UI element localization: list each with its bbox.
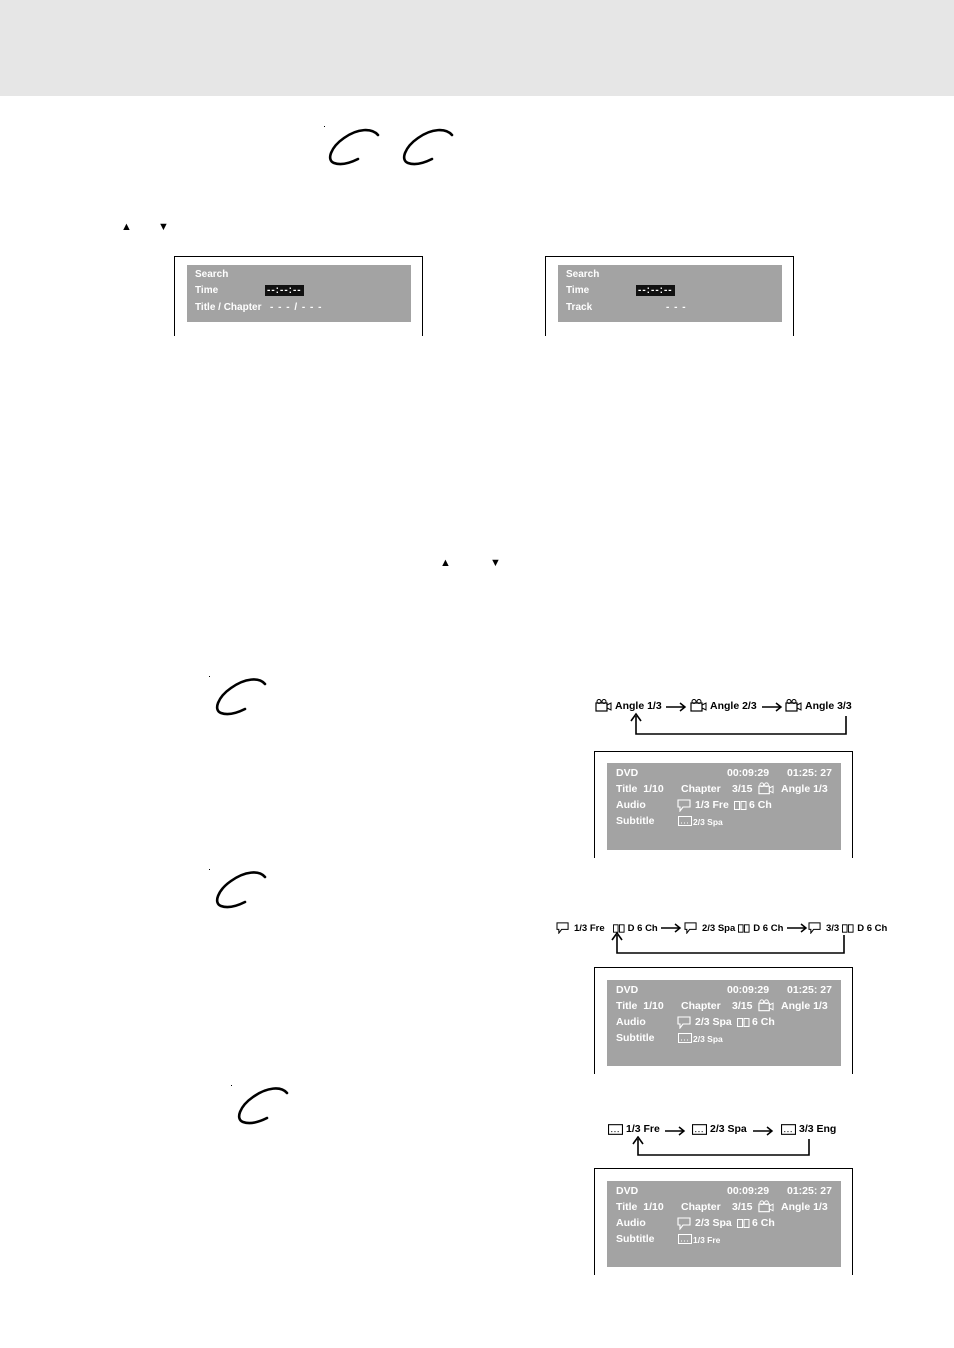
chapter-label: Chapter [681, 1201, 721, 1213]
track-input[interactable]: - - - [666, 302, 687, 313]
chapter-label: Chapter [681, 783, 721, 795]
time-input[interactable]: --:--:-- [638, 285, 673, 296]
cycle-arrow-icon [762, 702, 784, 712]
play-arrow-down-icon: ▼ [158, 221, 169, 233]
subtitle-icon [692, 1124, 707, 1135]
angle-cycle-item-3: Angle 3/3 [785, 699, 852, 712]
info-display-1 [594, 751, 853, 858]
audio-label: Audio [616, 1016, 646, 1028]
cycle-arrow-icon [661, 923, 683, 933]
title-chapter-label: Title / Chapter [195, 302, 262, 313]
time-label: Time [195, 285, 219, 296]
search-panel-dvd [174, 256, 423, 336]
subtitle-label: Subtitle [616, 815, 655, 827]
chapter-value: 3/15 [732, 783, 753, 795]
angle-camera-icon [758, 782, 774, 795]
title-row: Title 1/10 [616, 783, 664, 795]
search-title: Search [195, 269, 229, 280]
audio-cycle-item-2: 2/3 Spa D 6 Ch [684, 922, 783, 934]
subtitle-cycle-item-2: 2/3 Spa [692, 1123, 747, 1135]
audio-format: 6 Ch [752, 1217, 775, 1229]
remote-button-c-icon [322, 126, 382, 168]
total-time: 01:25: 27 [787, 984, 832, 996]
remote-button-c-icon [208, 869, 270, 911]
dolby-digital-icon [737, 1219, 750, 1228]
play-arrow-up-icon: ▲ [440, 557, 451, 569]
audio-cycle-item-3: 3/3 D 6 Ch [808, 922, 887, 934]
subtitle-icon [608, 1124, 623, 1135]
play-arrow-up-icon: ▲ [121, 221, 132, 233]
total-time: 01:25: 27 [787, 1185, 832, 1197]
subtitle-icon [678, 1234, 692, 1244]
angle-camera-icon [758, 1200, 774, 1213]
remote-button-c-icon [396, 126, 456, 168]
cycle-arrow-icon [787, 923, 809, 933]
elapsed-time: 00:09:29 [727, 984, 770, 996]
subtitle-icon [781, 1124, 796, 1135]
angle-value: Angle 1/3 [781, 1201, 828, 1213]
audio-speech-icon [808, 922, 822, 934]
audio-speech-icon [677, 1016, 692, 1029]
subtitle-cycle-item-1: 1/3 Fre [608, 1123, 660, 1135]
print-speck [324, 126, 325, 127]
subtitle-label: Subtitle [616, 1233, 655, 1245]
disc-type: DVD [616, 767, 639, 779]
audio-speech-icon [556, 922, 570, 934]
dolby-digital-icon [738, 924, 750, 933]
title-chapter-input[interactable]: - - - / - - - [270, 302, 323, 313]
remote-button-c-icon [230, 1085, 292, 1127]
search-panel-cd [545, 256, 794, 336]
info-display-2 [594, 967, 853, 1074]
subtitle-icon [678, 1033, 692, 1043]
dolby-digital-icon [842, 924, 854, 933]
subtitle-value: 2/3 Spa [693, 817, 723, 827]
cycle-arrow-icon [753, 1126, 775, 1136]
track-label: Track [566, 302, 593, 313]
title-row: Title 1/10 [616, 1201, 664, 1213]
print-speck [209, 869, 210, 870]
title-row: Title 1/10 [616, 1000, 664, 1012]
angle-value: Angle 1/3 [781, 783, 828, 795]
audio-speech-icon [677, 799, 692, 812]
elapsed-time: 00:09:29 [727, 1185, 770, 1197]
chapter-label: Chapter [681, 1000, 721, 1012]
print-speck [209, 676, 210, 677]
page-header-band [0, 0, 954, 96]
audio-format: 6 Ch [749, 799, 772, 811]
search-title: Search [566, 269, 600, 280]
audio-cycle-item-1: 1/3 Fre D 6 Ch [556, 922, 658, 934]
total-time: 01:25: 27 [787, 767, 832, 779]
subtitle-label: Subtitle [616, 1032, 655, 1044]
audio-value: 1/3 Fre [695, 799, 729, 811]
disc-type: DVD [616, 984, 639, 996]
time-input[interactable]: --:--:-- [267, 285, 302, 296]
angle-cycle-item-1: Angle 1/3 [595, 699, 662, 712]
audio-speech-icon [684, 922, 698, 934]
audio-value: 2/3 Spa [695, 1217, 732, 1229]
cycle-arrow-icon [666, 702, 688, 712]
dolby-digital-icon [737, 1018, 750, 1027]
time-label: Time [566, 285, 590, 296]
subtitle-icon [678, 816, 692, 826]
angle-camera-icon [690, 699, 707, 712]
audio-speech-icon [677, 1217, 692, 1230]
angle-value: Angle 1/3 [781, 1000, 828, 1012]
angle-cycle-item-2: Angle 2/3 [690, 699, 757, 712]
subtitle-cycle-item-3: 3/3 Eng [781, 1123, 836, 1135]
disc-type: DVD [616, 1185, 639, 1197]
angle-camera-icon [785, 699, 802, 712]
audio-label: Audio [616, 799, 646, 811]
angle-cycle-return-arrow [625, 712, 855, 738]
chapter-value: 3/15 [732, 1000, 753, 1012]
dolby-digital-icon [734, 801, 747, 810]
chapter-value: 3/15 [732, 1201, 753, 1213]
dolby-digital-icon [613, 924, 625, 933]
subtitle-cycle-return-arrow [627, 1136, 817, 1158]
info-display-3 [594, 1168, 853, 1275]
subtitle-value: 2/3 Spa [693, 1034, 723, 1044]
print-speck [231, 1085, 232, 1086]
elapsed-time: 00:09:29 [727, 767, 770, 779]
play-arrow-down-icon: ▼ [490, 557, 501, 569]
remote-button-c-icon [208, 676, 270, 718]
angle-camera-icon [758, 999, 774, 1012]
cycle-arrow-icon [665, 1126, 687, 1136]
audio-cycle-return-arrow [606, 932, 850, 956]
audio-format: 6 Ch [752, 1016, 775, 1028]
audio-label: Audio [616, 1217, 646, 1229]
subtitle-value: 1/3 Fre [693, 1235, 721, 1245]
audio-value: 2/3 Spa [695, 1016, 732, 1028]
angle-camera-icon [595, 699, 612, 712]
